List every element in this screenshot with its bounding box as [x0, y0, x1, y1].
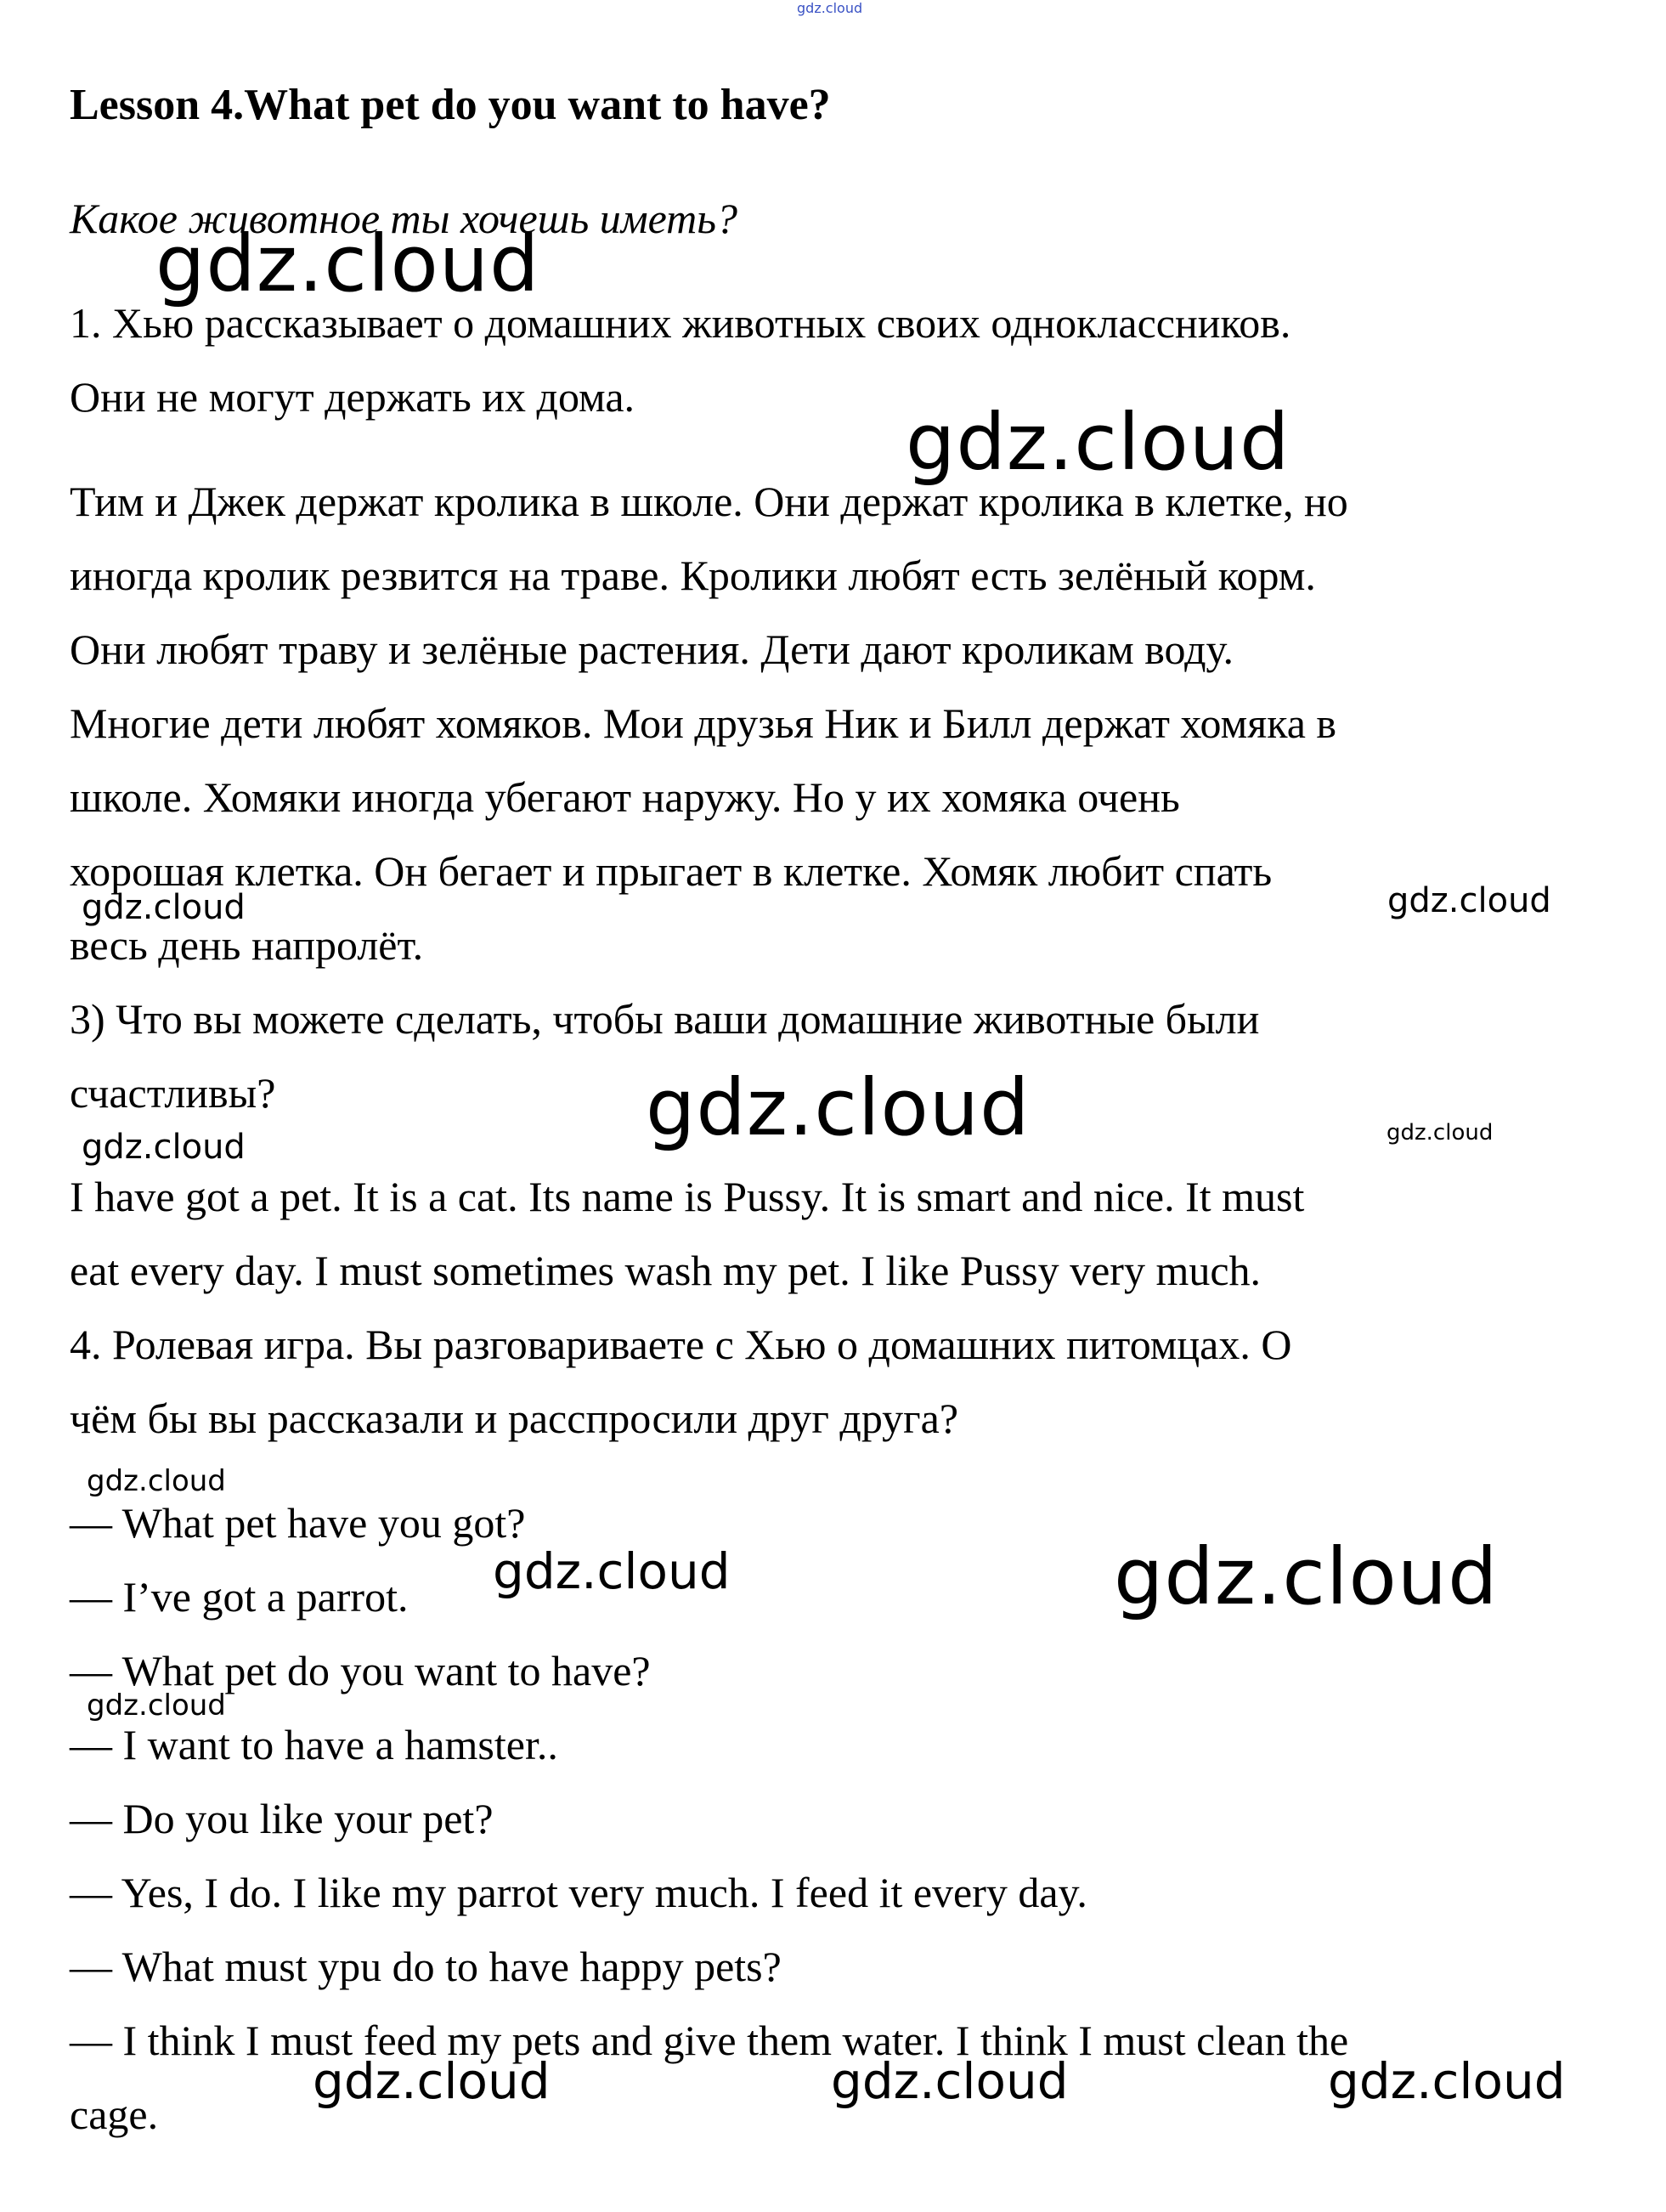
text-line: 4. Ролевая игра. Вы разговариваете с Хью о домашних питомцах. О — [70, 1321, 1292, 1368]
text-line: eat every day. I must sometimes wash my pet. I like Pussy very much. — [70, 1247, 1262, 1294]
lesson-title: Lesson 4.What pet do you want to have? — [70, 81, 831, 129]
dialog-line: cage. — [70, 2090, 159, 2138]
dialog-line: — I think I must feed my pets and give them water. I think I must clean the — [70, 2017, 1349, 2064]
text-line: Многие дети любят хомяков. Мои друзья Ник и Билл держат хомяка в — [70, 699, 1337, 747]
watermark: gdz.cloud — [87, 1689, 226, 1723]
lesson-subtitle: Какое животное ты хочешь иметь? — [70, 195, 738, 242]
text-line: Тим и Джек держат кролика в школе. Они держат кролика в клетке, но — [70, 478, 1348, 525]
dialog-line: — Yes, I do. I like my parrot very much. I feed it every day. — [70, 1869, 1087, 1916]
dialog-line: — I’ve got a parrot. — [70, 1573, 409, 1621]
text-line: 3) Что вы можете сделать, чтобы ваши домашние животные были — [70, 995, 1260, 1043]
text-line: 1. Хью рассказывает о домашних животных своих одноклассников. — [70, 299, 1291, 347]
text-line: школе. Хомяки иногда убегают наружу. Но у их хомяка очень — [70, 773, 1180, 821]
text-line: Они не могут держать их дома. — [70, 373, 635, 421]
watermark: gdz.cloud — [906, 397, 1290, 488]
dialog-line: — What pet have you got? — [70, 1499, 526, 1547]
text-line: хорошая клетка. Он бегает и прыгает в клетке. Хомяк любит спать — [70, 847, 1273, 895]
watermark: gdz.cloud — [82, 1128, 246, 1167]
text-line: Они любят траву и зелёные растения. Дети дают кроликам воду. — [70, 625, 1234, 673]
dialog-line: — What must ypu do to have happy pets? — [70, 1943, 782, 1990]
dialog-line: — Do you like your pet? — [70, 1795, 494, 1842]
watermark: gdz.cloud — [1328, 2052, 1566, 2110]
watermark: gdz.cloud — [87, 1464, 226, 1498]
text-line: счастливы? — [70, 1069, 276, 1117]
watermark: gdz.cloud — [831, 2052, 1069, 2110]
dialog-line: — I want to have a hamster.. — [70, 1721, 558, 1768]
watermark-top: gdz.cloud — [797, 0, 863, 16]
text-line: I have got a pet. It is a cat. Its name is Pussy. It is smart and nice. It must — [70, 1173, 1305, 1220]
watermark: gdz.cloud — [1114, 1531, 1499, 1622]
watermark: gdz.cloud — [313, 2052, 551, 2110]
dialog-line: — What pet do you want to have? — [70, 1647, 651, 1694]
watermark: gdz.cloud — [155, 218, 540, 309]
text-line: иногда кролик резвится на траве. Кролики любят есть зелёный корм. — [70, 552, 1316, 599]
watermark: gdz.cloud — [1387, 881, 1551, 920]
watermark: gdz.cloud — [493, 1542, 731, 1600]
watermark: gdz.cloud — [646, 1062, 1031, 1153]
watermark: gdz.cloud — [1386, 1120, 1494, 1146]
text-line: весь день напролёт. — [70, 921, 424, 969]
watermark: gdz.cloud — [82, 888, 246, 927]
text-line: чём бы вы рассказали и расспросили друг друга? — [70, 1395, 959, 1442]
